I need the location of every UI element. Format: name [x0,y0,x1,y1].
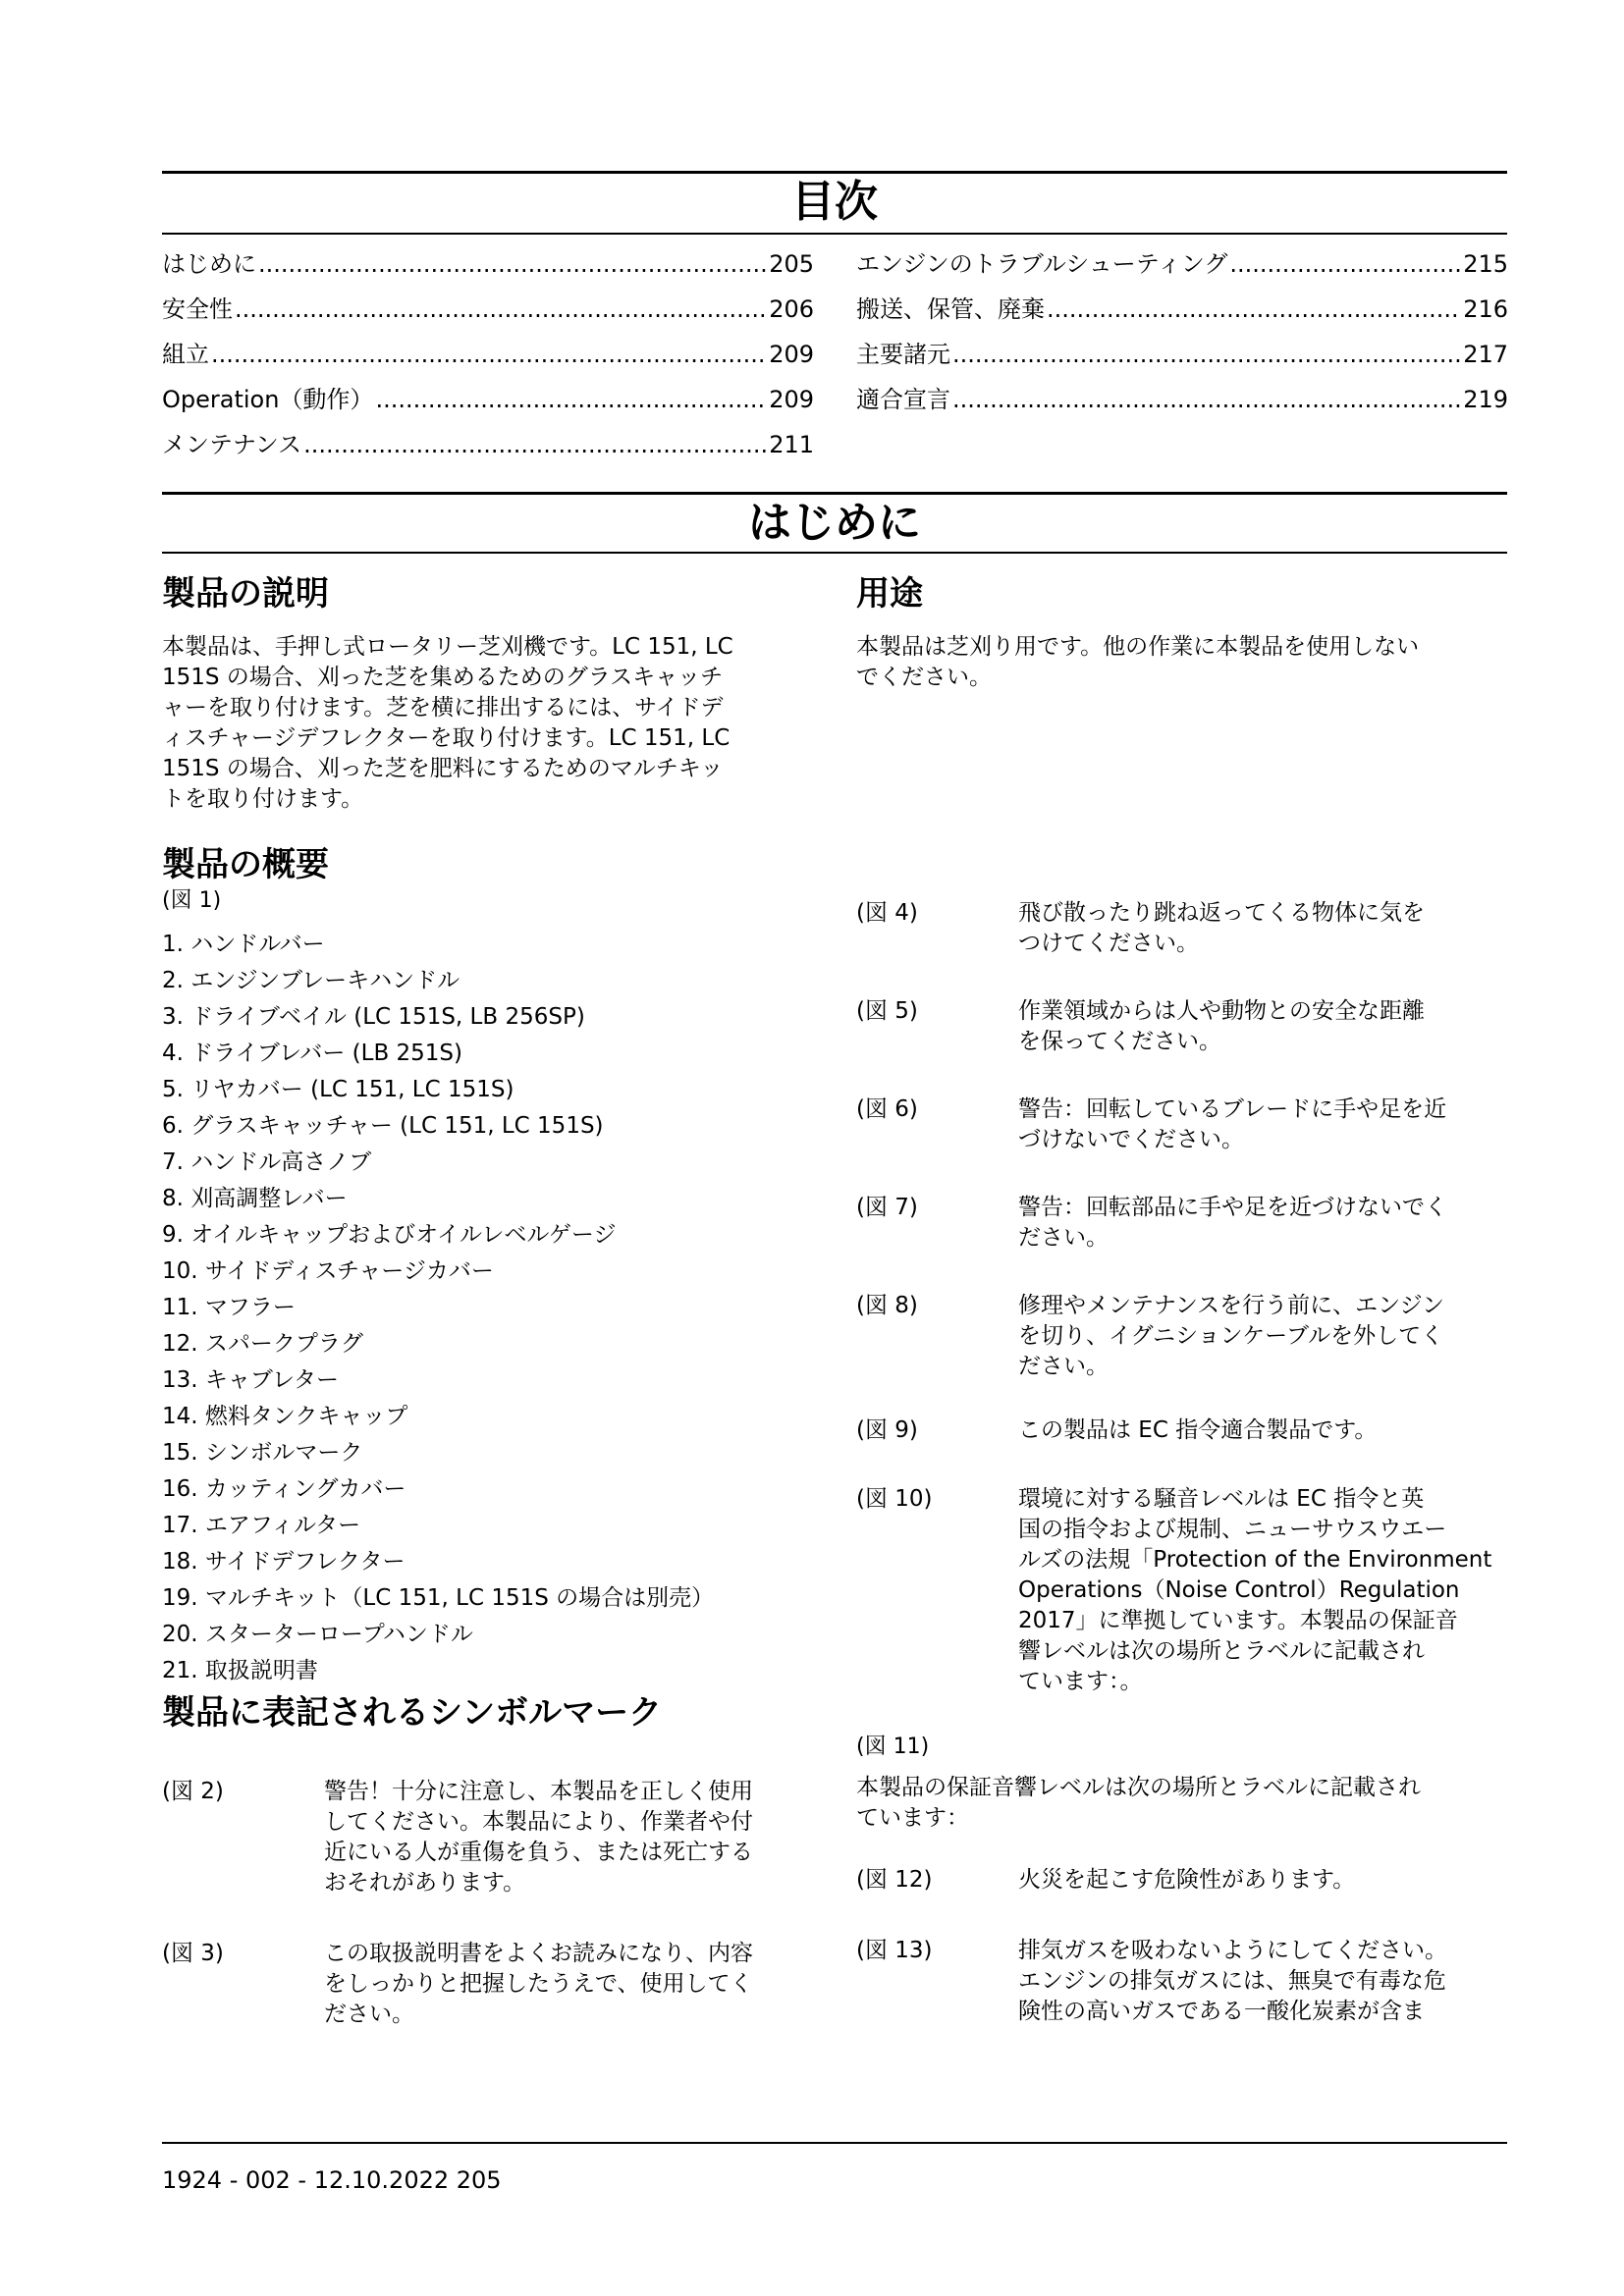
toc-entry[interactable]: 適合宣言 ..... 219 [856,385,1508,430]
list-item: 19. マルチキット（LC 151, LC 151S の場合は別売） [162,1585,715,1611]
list-item: 16. カッティングカバー [162,1476,406,1502]
symbol-description: この取扱説明書をよくお読みになり、内容 をしっかりと把握したうえで、使用してく ださい。 [324,1941,753,2027]
symbol-description: 環境に対する騒音レベルは EC 指令と英 国の指令および規制、ニューサウスウエー ルズの法規「Protection of the Environment Operations（Noise Control）Regulation 2017」に準拠しています。本製品の保証音 響レベルは次の場所とラベルに記載され ています：。 [1018,1486,1492,1694]
list-item: 10. サイドディスチャージカバー [162,1258,494,1284]
list-item: 9. オイルキャップおよびオイルレベルゲージ [162,1222,617,1248]
symbol-entry [856,1936,1514,2027]
figure-ref: (図 3) [162,1941,224,1966]
description-heading: 製品の説明 [162,574,329,614]
toc-right-column [856,249,1508,430]
symbol-entry [856,1865,1514,1896]
figure-ref: (図 7) [856,1195,918,1220]
list-item: 7. ハンドル高さノブ [162,1149,372,1175]
toc-entry[interactable]: 搬送、保管、廃棄 ..... 216 [856,294,1508,340]
symbol-description: この製品は EC 指令適合製品です。 [1018,1417,1378,1443]
symbol-description: 火災を起こす危険性があります。 [1018,1867,1356,1893]
figure-ref: (図 6) [856,1096,918,1122]
symbol-entry [856,1415,1514,1446]
list-item: 13. キャブレター [162,1367,340,1393]
figure-ref: (図 8) [856,1293,918,1318]
symbol-entry [856,1095,1514,1155]
figure-ref: (図 13) [856,1938,933,1963]
figure-ref: (図 4) [856,900,918,926]
page-footer: 1924 - 002 - 12.10.2022 205 [162,2166,502,2194]
fig11-ref: (図 11) [856,1735,930,1759]
list-item: 21. 取扱説明書 [162,1658,318,1683]
list-item: 4. ドライブレバー (LB 251S) [162,1041,463,1066]
list-item: 15. シンボルマーク [162,1440,363,1466]
intro-bottom-rule [162,552,1507,554]
intro-title: はじめに [748,498,921,548]
figure-ref: (図 5) [856,998,918,1024]
intro-top-rule [162,492,1507,495]
list-item: 1. ハンドルバー [162,932,325,957]
overview-heading: 製品の概要 [162,845,329,884]
list-item: 8. 刈高調整レバー [162,1186,348,1211]
list-item: 11. マフラー [162,1295,296,1320]
symbols-heading: 製品に表記されるシンボルマーク [162,1693,663,1733]
symbol-description: 排気ガスを吸わないようにしてください。 エンジンの排気ガスには、無臭で有毒な危 険性の高いガスである一酸化炭素が含ま [1018,1938,1447,2024]
toc-entry[interactable]: 主要諸元 ..... 217 [856,340,1508,385]
list-item: 3. ドライブベイル (LC 151S, LB 256SP) [162,1004,585,1030]
list-item: 17. エアフィルター [162,1513,361,1538]
symbol-entry [856,996,1514,1057]
symbol-description: 警告：回転部品に手や足を近づけないでく ださい。 [1018,1195,1447,1251]
list-item: 14. 燃料タンクキャップ [162,1404,408,1429]
description-paragraph: 本製品は、手押し式ロータリー芝刈機です。LC 151, LC 151S の場合、刈った芝を集めるためのグラスキャッチ ャーを取り付けます。芝を横に排出するには、サイドデ ィスチャージデフレクターを取り付けます。LC 151, LC 151S の場合、刈った芝を肥料にするためのマルチキッ トを取り付けます。 [162,634,733,812]
toc-entry[interactable]: Operation（動作） ..... 209 [162,385,814,430]
symbol-description: 警告：回転しているブレードに手や足を近 づけないでください。 [1018,1096,1447,1152]
toc-entry[interactable]: はじめに ..... 205 [162,249,814,294]
figure-ref: (図 9) [856,1417,918,1443]
symbol-description: 修理やメンテナンスを行う前に、エンジン を切り、イグニションケーブルを外してく ださい。 [1018,1293,1445,1379]
list-item: 6. グラスキャッチャー (LC 151, LC 151S) [162,1113,604,1139]
list-item: 12. スパークプラグ [162,1331,363,1357]
list-item: 18. サイドデフレクター [162,1549,406,1575]
figure-ref: (図 12) [856,1867,933,1893]
list-item: 2. エンジンブレーキハンドル [162,968,460,993]
toc-entry[interactable]: メンテナンス ..... 211 [162,430,814,475]
use-heading: 用途 [856,574,923,614]
footer-rule [162,2142,1507,2144]
figure-ref: (図 2) [162,1779,224,1804]
symbol-entry [162,1777,820,1904]
list-item: 20. スターターロープハンドル [162,1622,473,1647]
symbol-entry [856,1484,1514,1697]
symbol-entry [856,1291,1514,1382]
symbol-entry [162,1939,820,2037]
symbol-description: 飛び散ったり跳ね返ってくる物体に気を つけてください。 [1018,900,1425,956]
toc-entry[interactable]: 安全性 ..... 206 [162,294,814,340]
list-item: 5. リヤカバー (LC 151, LC 151S) [162,1077,514,1102]
overview-figure-ref: (図 1) [162,888,222,913]
symbol-entry [856,898,1514,959]
toc-bottom-rule [162,233,1507,235]
toc-title: 目次 [791,177,878,227]
use-paragraph: 本製品は芝刈り用です。他の作業に本製品を使用しない でください。 [856,634,1420,690]
symbol-description: 警告！十分に注意し、本製品を正しく使用 してください。本製品により、作業者や付 近にいる人が重傷を負う、または死亡する おそれがあります。 [324,1779,753,1896]
symbol-description: 作業領域からは人や動物との安全な距離 を保ってください。 [1018,998,1425,1054]
fig11-paragraph: 本製品の保証音響レベルは次の場所とラベルに記載され ています： [856,1775,1421,1831]
toc-entry[interactable]: エンジンのトラブルシューティング ..... 215 [856,249,1508,294]
toc-entry[interactable]: 組立 ..... 209 [162,340,814,385]
overview-list [162,927,830,1689]
toc-left-column [162,249,814,475]
toc-top-rule [162,171,1507,174]
symbol-entry [856,1193,1514,1254]
figure-ref: (図 10) [856,1486,933,1512]
